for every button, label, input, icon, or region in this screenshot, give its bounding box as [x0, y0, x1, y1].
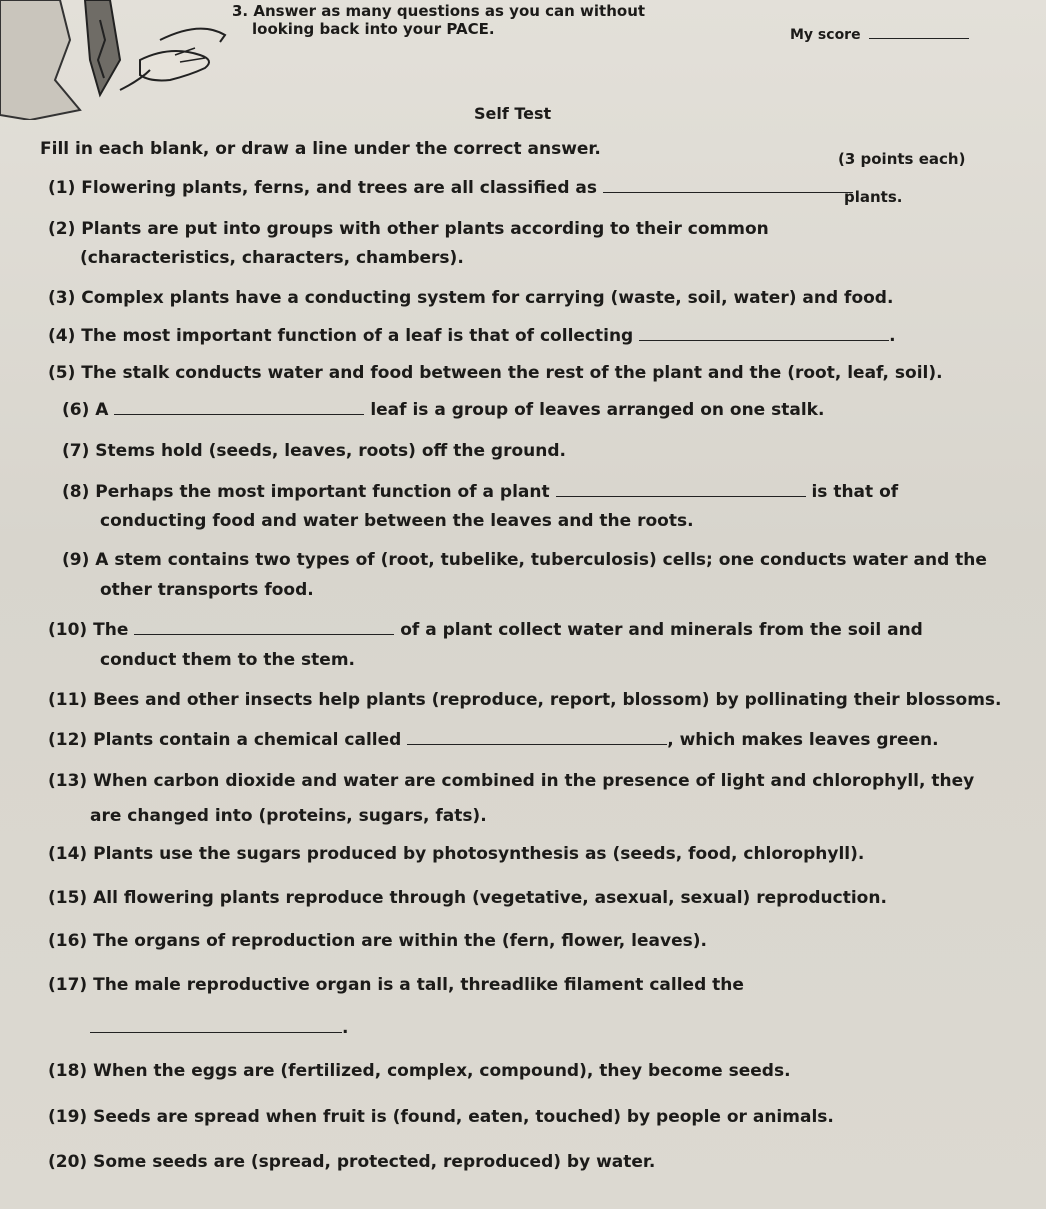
question-14: (14) Plants use the sugars produced by photosynthesis as (seeds, food, chlorophyll). — [48, 844, 865, 864]
answer-blank-1[interactable] — [603, 174, 853, 193]
self-test-title: Self Test — [474, 104, 552, 123]
question-1-end: plants. — [844, 188, 903, 206]
question-16: (16) The organs of reproduction are within the (fern, flower, leaves). — [48, 931, 707, 951]
score-label: My score — [790, 27, 861, 43]
question-8: (8) Perhaps the most important function of a plant is that of — [62, 476, 898, 509]
answer-blank-4[interactable] — [639, 322, 889, 341]
score-field — [790, 20, 969, 43]
question-1: (1) Flowering plants, ferns, and trees are all classified as — [48, 172, 853, 205]
question-9-line2: other transports food. — [100, 580, 314, 600]
teacher-illustration — [0, 0, 240, 120]
question-13-line2: are changed into (proteins, sugars, fats). — [90, 806, 487, 826]
answer-blank-12[interactable] — [407, 726, 667, 745]
question-6: (6) A leaf is a group of leaves arranged on one stalk. — [62, 394, 824, 427]
points-note: (3 points each) — [838, 150, 966, 168]
question-13: (13) When carbon dioxide and water are combined in the presence of light and chlorophyll, they — [48, 771, 975, 791]
pace-instruction: 3. Answer as many questions as you can without looking back into your PACE. — [232, 2, 646, 38]
question-10-line2: conduct them to the stem. — [100, 650, 355, 670]
score-blank[interactable] — [869, 20, 969, 39]
directions: Fill in each blank, or draw a line under the correct answer. — [40, 139, 601, 159]
question-5: (5) The stalk conducts water and food between the rest of the plant and the (root, leaf, soil). — [48, 363, 943, 383]
answer-blank-17[interactable] — [90, 1014, 342, 1033]
question-9: (9) A stem contains two types of (root, tubelike, tuberculosis) cells; one conducts water and the — [62, 550, 987, 570]
question-17: (17) The male reproductive organ is a tall, threadlike filament called the — [48, 975, 744, 995]
question-12: (12) Plants contain a chemical called , which makes leaves green. — [48, 724, 939, 757]
question-7: (7) Stems hold (seeds, leaves, roots) off the ground. — [62, 441, 566, 461]
question-11: (11) Bees and other insects help plants (reproduce, report, blossom) by pollinating their blossoms. — [48, 690, 1002, 710]
question-17-line2: . — [90, 1012, 348, 1045]
question-8-line2: conducting food and water between the leaves and the roots. — [100, 511, 694, 531]
question-4: (4) The most important function of a leaf is that of collecting . — [48, 320, 896, 353]
answer-blank-10[interactable] — [134, 616, 394, 635]
question-2: (2) Plants are put into groups with other plants according to their common — [48, 219, 769, 239]
question-20: (20) Some seeds are (spread, protected, reproduced) by water. — [48, 1152, 656, 1172]
question-18: (18) When the eggs are (fertilized, complex, compound), they become seeds. — [48, 1061, 791, 1081]
answer-blank-6[interactable] — [114, 396, 364, 415]
question-10: (10) The of a plant collect water and minerals from the soil and — [48, 614, 923, 647]
question-19: (19) Seeds are spread when fruit is (found, eaten, touched) by people or animals. — [48, 1107, 834, 1127]
question-2-line2: (characteristics, characters, chambers). — [80, 248, 464, 268]
question-15: (15) All flowering plants reproduce through (vegetative, asexual, sexual) reproduction. — [48, 888, 887, 908]
answer-blank-8[interactable] — [556, 478, 806, 497]
question-3: (3) Complex plants have a conducting system for carrying (waste, soil, water) and food. — [48, 288, 894, 308]
